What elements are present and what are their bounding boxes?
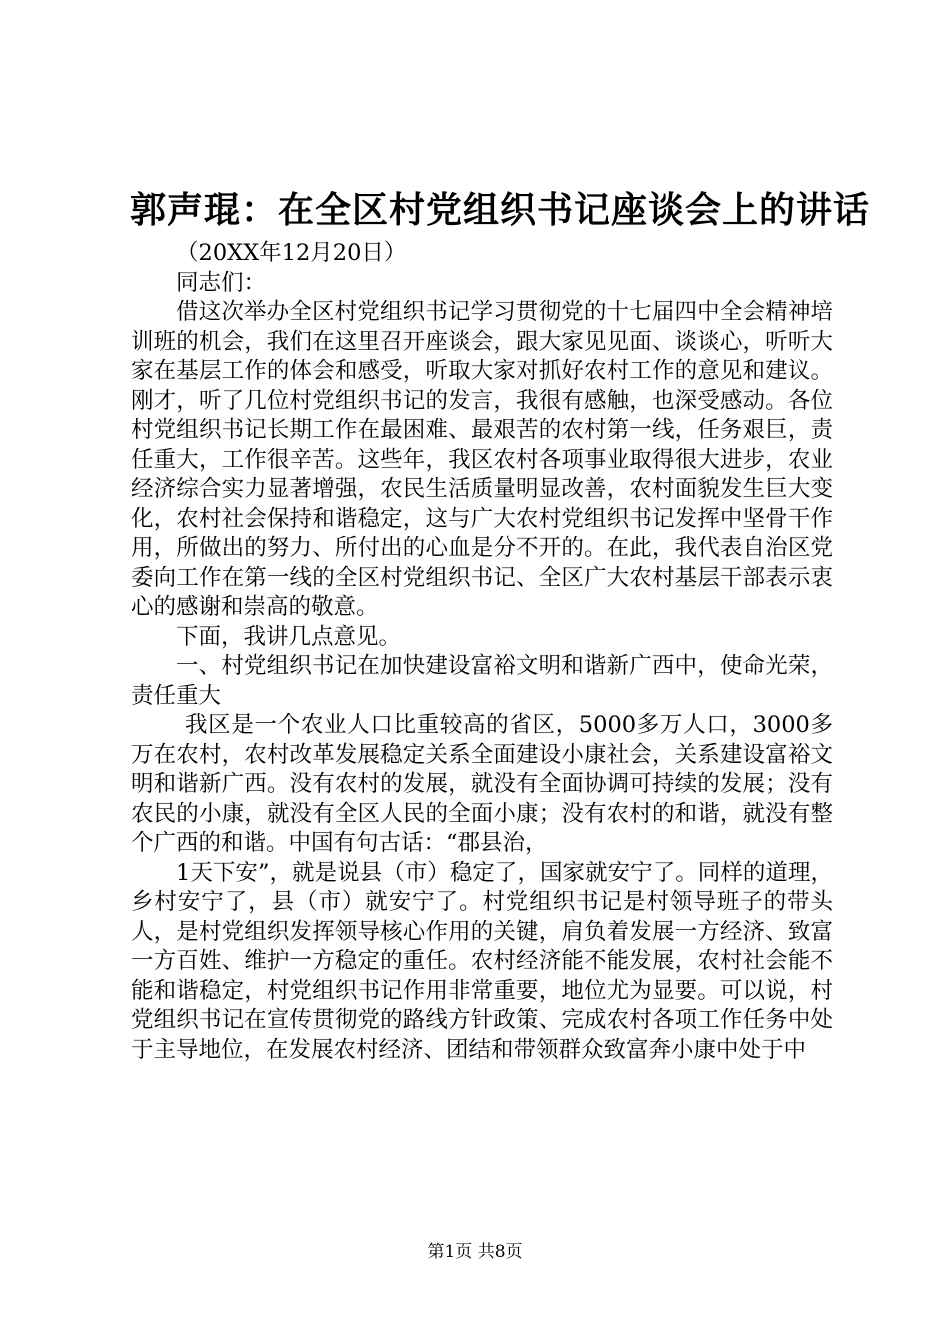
paragraph-transition: 下面，我讲几点意见。 — [176, 623, 402, 650]
date-line: （20XX年12月20日） — [176, 240, 407, 266]
document-body — [131, 239, 833, 1065]
paragraph-region-overview: 我区是一个农业人口比重较高的省区，5000多万人口，3000多万在农村，农村改革发展稳定关系全面建设小康社会，关系建设富裕文明和谐新广西。没有农村的发展，就没有全面协调可持续的发展；没有农民的小康，就没有全区人民的全面小康；没有农村的和谐，就没有整个广西的和谐。中国有句古话：“郡县治， — [131, 712, 833, 856]
paragraph-secretary-role: 1天下安”，就是说县（市）稳定了，国家就安宁了。同样的道理，乡村安宁了，县（市）就安宁了。村党组织书记是村领导班子的带头人，是村党组织发挥领导核心作用的关键，肩负着发展一方经济、致富一方百姓、维护一方稳定的重任。农村经济能不能发展，农村社会能不能和谐稳定，村党组织书记作用非常重要，地位尤为显要。可以说，村党组织书记在宣传贯彻党的路线方针政策、完成农村各项工作任务中处于主导地位，在发展农村经济、团结和带领群众致富奔小康中处于中 — [131, 859, 833, 1063]
salutation: 同志们： — [176, 269, 267, 296]
section-heading-1: 一、村党组织书记在加快建设富裕文明和谐新广西中，使命光荣，责任重大 — [131, 653, 833, 709]
page-footer: 第1页 共8页 — [427, 1242, 523, 1262]
document-title: 郭声琨：在全区村党组织书记座谈会上的讲话 — [130, 189, 871, 231]
paragraph-opening: 借这次举办全区村党组织书记学习贯彻党的十七届四中全会精神培训班的机会，我们在这里召开座谈会，跟大家见见面、谈谈心，听听大家在基层工作的体会和感受，听取大家对抓好农村工作的意见和建议。刚才，听了几位村党组织书记的发言，我很有感触，也深受感动。各位村党组织书记长期工作在最困难、最艰苦的农村第一线，任务艰巨，责任重大，工作很辛苦。这些年，我区农村各项事业取得很大进步，农业经济综合实力显著增强，农民生活质量明显改善，农村面貌发生巨大变化，农村社会保持和谐稳定，这与广大农村党组织书记发挥中坚骨干作用，所做出的努力、所付出的心血是分不开的。在此，我代表自治区党委向工作在第一线的全区村党组织书记、全区广大农村基层干部表示衷心的感谢和崇高的敬意。 — [131, 299, 833, 620]
